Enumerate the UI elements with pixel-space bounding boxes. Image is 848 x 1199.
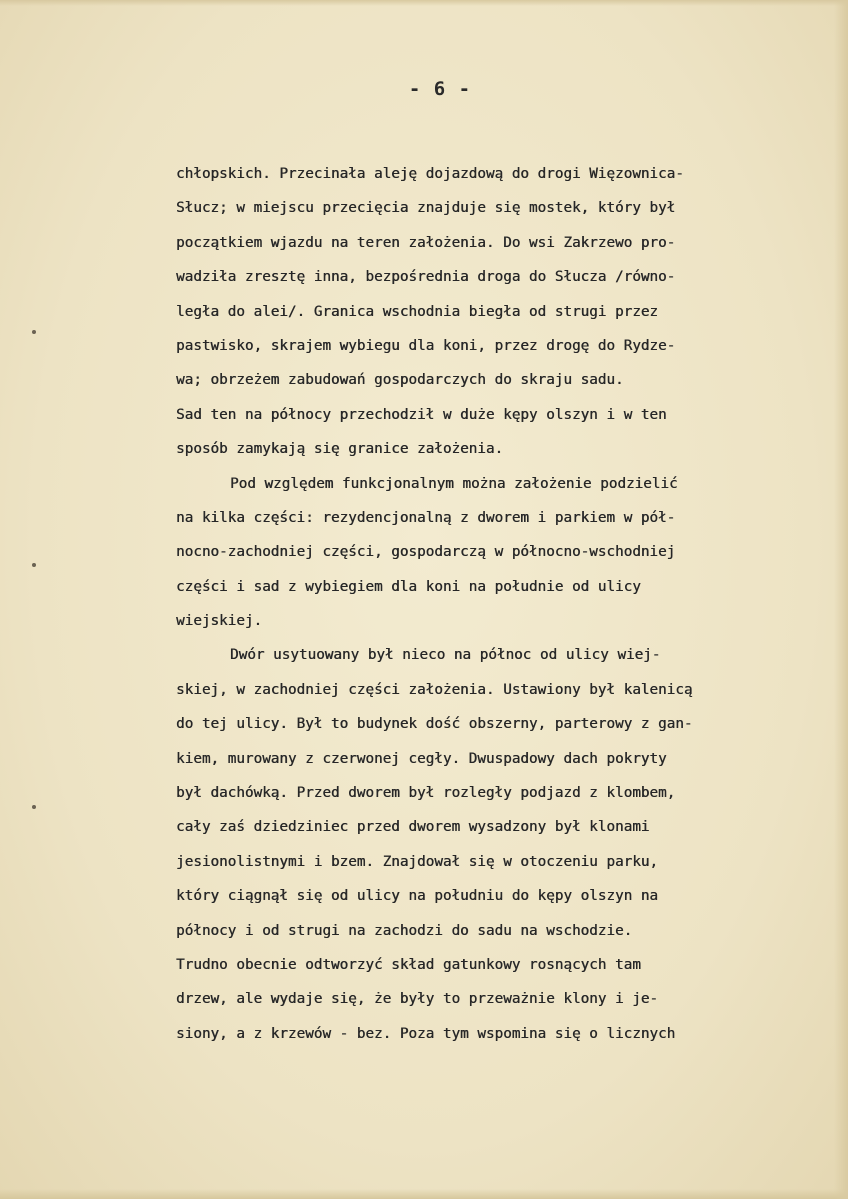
- text-line: północy i od strugi na zachodzi do sadu na wschodzie.: [176, 922, 633, 939]
- text-line: pastwisko, skrajem wybiegu dla koni, przez drogę do Rydze-: [176, 337, 676, 354]
- punch-hole-mark: [32, 563, 36, 567]
- text-line: sposób zamykają się granice założenia.: [176, 441, 504, 458]
- text-line: chłopskich. Przecinała aleję dojazdową do drogi Więzownica-: [176, 166, 684, 182]
- text-line: Dwór usytuowany był nieco na północ od ulicy wiej-: [230, 647, 661, 664]
- text-line: do tej ulicy. Był to budynek dość obszerny, parterowy z gan-: [176, 716, 693, 733]
- text-line: części i sad z wybiegiem dla koni na południe od ulicy: [176, 578, 641, 595]
- text-line: Trudno obecnie odtworzyć skład gatunkowy rosnących tam: [176, 956, 641, 973]
- text-line: Sad ten na północy przechodził w duże kępy olszyn i w ten: [176, 406, 667, 423]
- punch-hole-mark: [32, 805, 36, 809]
- text-line: który ciągnął się od ulicy na południu do kępy olszyn na: [176, 888, 659, 905]
- text-line: wadziła zresztę inna, bezpośrednia droga do Słucza /równo-: [176, 269, 676, 286]
- page-edge-right: [834, 0, 848, 1199]
- text-line: cały zaś dziedziniec przed dworem wysadzony był klonami: [176, 819, 650, 836]
- text-line: legła do alei/. Granica wschodnia biegła od strugi przez: [176, 303, 659, 320]
- text-line: wa; obrzeżem zabudowań gospodarczych do skraju sadu.: [176, 372, 624, 389]
- text-line: na kilka części: rezydencjonalną z dworem i parkiem w pół-: [176, 509, 676, 526]
- text-line: siony, a z krzewów - bez. Poza tym wspomina się o licznych: [176, 1025, 676, 1042]
- text-line: skiej, w zachodniej części założenia. Ustawiony był kalenicą: [176, 681, 693, 698]
- text-line: nocno-zachodniej części, gospodarczą w północno-wschodniej: [176, 544, 676, 561]
- text-line: Słucz; w miejscu przecięcia znajduje się mostek, który był: [176, 200, 676, 217]
- text-line: wiejskiej.: [176, 613, 263, 630]
- text-line: jesionolistnymi i bzem. Znajdował się w otoczeniu parku,: [176, 853, 659, 870]
- page-edge-bottom: [0, 1189, 848, 1199]
- text-line: drzew, ale wydaje się, że były to przeważnie klony i je-: [176, 991, 659, 1008]
- page-edge-top: [0, 0, 848, 6]
- page-number: - 6 -: [408, 78, 472, 100]
- body-text: [176, 157, 806, 1051]
- text-line: był dachówką. Przed dworem był rozległy podjazd z klombem,: [176, 785, 676, 802]
- punch-hole-mark: [32, 330, 36, 334]
- text-line: początkiem wjazdu na teren założenia. Do wsi Zakrzewo pro-: [176, 234, 676, 251]
- text-line: kiem, murowany z czerwonej cegły. Dwuspadowy dach pokryty: [176, 750, 667, 767]
- text-line: Pod względem funkcjonalnym można założenie podzielić: [230, 475, 678, 492]
